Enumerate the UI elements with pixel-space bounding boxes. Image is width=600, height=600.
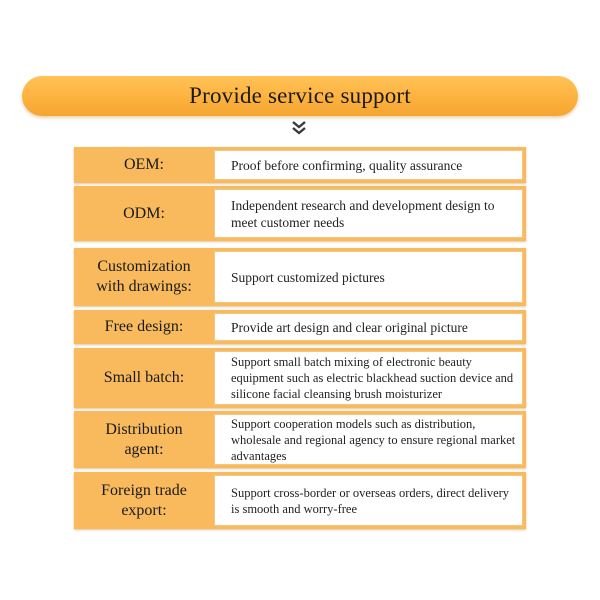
service-description: Support cross-border or overseas orders, direct delivery is smooth and worry-free bbox=[214, 475, 523, 526]
service-label-line: Free design: bbox=[104, 318, 184, 335]
service-description: Provide art design and clear original picture bbox=[214, 313, 523, 341]
service-description: Support small batch mixing of electronic beauty equipment such as electric blackhead suction device and silicone facial cleansing brush moisturizer bbox=[214, 351, 523, 405]
service-label-line: Distribution bbox=[105, 420, 183, 438]
service-label-line: Customization bbox=[97, 258, 191, 275]
service-row-oem bbox=[74, 147, 526, 183]
service-label-line: OEM: bbox=[124, 156, 164, 173]
service-label bbox=[74, 186, 214, 241]
service-description: Support cooperation models such as distribution, wholesale and regional agency to ensure regional market advantages bbox=[214, 414, 523, 465]
service-label-line: Foreign trade bbox=[101, 481, 187, 499]
service-label bbox=[74, 348, 214, 408]
service-label-line: Small batch: bbox=[103, 369, 185, 386]
service-description: Proof before confirming, quality assurance bbox=[214, 150, 523, 180]
service-description: Independent research and development design to meet customer needs bbox=[214, 189, 523, 238]
service-row-small-batch bbox=[74, 348, 526, 408]
service-row-customization bbox=[74, 248, 526, 306]
service-label-line: export: bbox=[121, 501, 167, 519]
service-description: Support customized pictures bbox=[214, 251, 523, 303]
service-label bbox=[74, 411, 214, 468]
double-chevron-down-icon bbox=[291, 121, 307, 135]
service-row-odm bbox=[74, 186, 526, 241]
service-label-line: agent: bbox=[124, 440, 164, 458]
service-row-foreign-trade-export bbox=[74, 472, 526, 529]
title-banner bbox=[22, 76, 578, 116]
service-label-line: with drawings: bbox=[96, 278, 192, 295]
service-label-line: ODM: bbox=[123, 204, 165, 222]
service-row-free-design bbox=[74, 310, 526, 344]
service-label bbox=[74, 248, 214, 306]
service-row-distribution-agent bbox=[74, 411, 526, 468]
service-label bbox=[74, 472, 214, 529]
page-title: Provide service support bbox=[189, 83, 411, 108]
service-label bbox=[74, 147, 214, 183]
service-label bbox=[74, 310, 214, 344]
